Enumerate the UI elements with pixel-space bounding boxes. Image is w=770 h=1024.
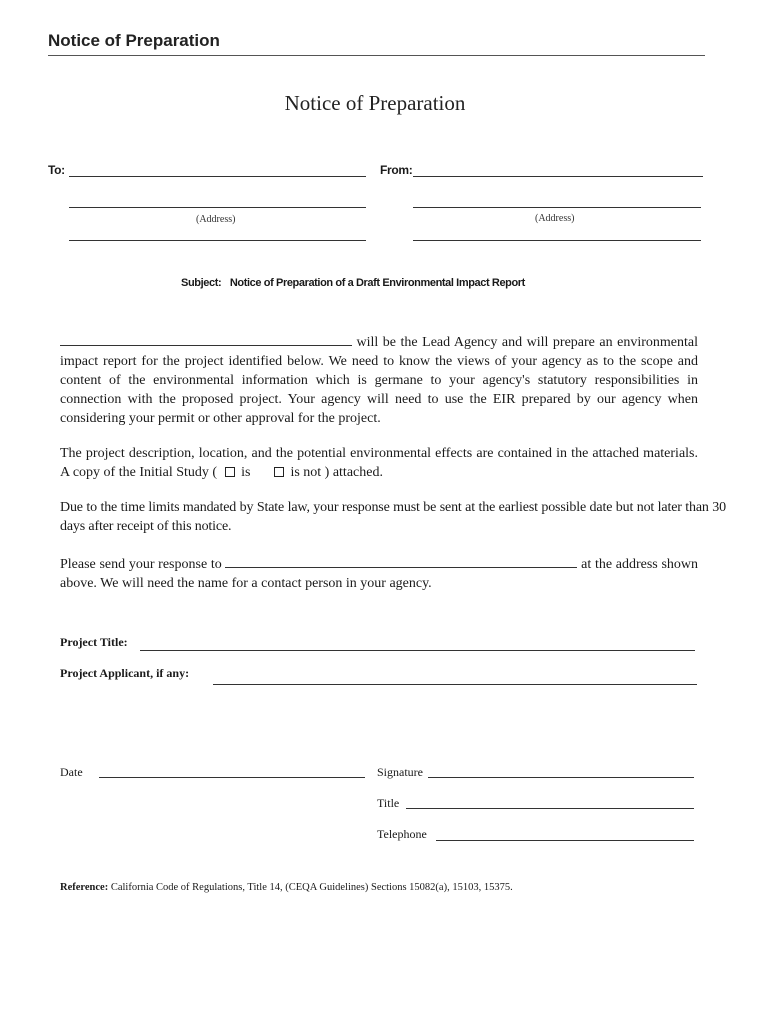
project-applicant-field[interactable] bbox=[213, 684, 697, 685]
is-not-label: is not ) attached. bbox=[290, 465, 383, 480]
reference-label: Reference: bbox=[60, 882, 109, 893]
from-label: From: bbox=[380, 163, 413, 177]
lead-agency-blank[interactable] bbox=[60, 332, 352, 346]
document-title: Notice of Preparation bbox=[284, 91, 466, 115]
to-address-caption: (Address) bbox=[196, 214, 236, 225]
initial-study-is-checkbox[interactable] bbox=[225, 467, 235, 477]
para4-text-a: Please send your response to bbox=[60, 557, 222, 572]
para1-body-text: impact report for the project identified below. We need to know the views of your agency as to the scope and content of the environmental information which is germane to your agency's statutory responsibilities in connection with the proposed project. Your agency will need to use the EIR prepared by our agency when considering your permit or other approval for the project. bbox=[60, 354, 698, 426]
para2-text: The project description, location, and the potential environmental effects are contained in the attached materials. A copy of the Initial Study ( bbox=[60, 446, 698, 480]
subject-label: Subject: bbox=[181, 277, 222, 289]
paragraph-time-limits bbox=[60, 498, 726, 536]
telephone-field[interactable] bbox=[436, 840, 694, 841]
para1-lead-text: will be the Lead Agency and will prepare an environmental bbox=[356, 335, 698, 350]
initial-study-is-not-checkbox[interactable] bbox=[274, 467, 284, 477]
project-applicant-label: Project Applicant, if any: bbox=[60, 666, 190, 680]
from-field[interactable] bbox=[413, 176, 703, 177]
header-divider bbox=[48, 55, 705, 56]
to-address-line-2[interactable] bbox=[69, 240, 366, 241]
telephone-label: Telephone bbox=[377, 827, 427, 841]
project-title-field[interactable] bbox=[140, 650, 695, 651]
project-title-label: Project Title: bbox=[60, 635, 128, 649]
signature-field[interactable] bbox=[428, 777, 694, 778]
page-header-title: Notice of Preparation bbox=[48, 31, 220, 50]
is-label: is bbox=[241, 465, 251, 480]
date-label: Date bbox=[60, 765, 83, 779]
send-response-to-blank[interactable] bbox=[225, 554, 577, 568]
paragraph-project-description bbox=[60, 444, 698, 482]
reference-note bbox=[60, 882, 513, 893]
paragraph-lead-agency bbox=[60, 332, 698, 428]
from-address-line-2[interactable] bbox=[413, 240, 701, 241]
subject-text: Notice of Preparation of a Draft Environmental Impact Report bbox=[229, 277, 525, 289]
paragraph-send-response bbox=[60, 554, 698, 593]
para3-text: Due to the time limits mandated by State law, your response must be sent at the earliest possible date but not later than 30 days after receipt of this notice. bbox=[60, 500, 726, 534]
date-field[interactable] bbox=[99, 777, 365, 778]
para4-text-b: at the address bbox=[581, 557, 658, 572]
to-address-line-1[interactable] bbox=[69, 207, 366, 208]
to-field[interactable] bbox=[69, 176, 366, 177]
title-label: Title bbox=[377, 796, 400, 810]
from-address-caption: (Address) bbox=[535, 213, 575, 224]
reference-text: California Code of Regulations, Title 14, (CEQA Guidelines) Sections 15082(a), 15103, 15375. bbox=[110, 882, 513, 893]
para4-text-c: shown above. We will need the name for a contact person in your agency. bbox=[60, 557, 699, 591]
from-address-line-1[interactable] bbox=[413, 207, 701, 208]
title-field[interactable] bbox=[406, 808, 694, 809]
signature-label: Signature bbox=[377, 765, 423, 779]
to-label: To: bbox=[48, 163, 65, 177]
subject-line bbox=[0, 277, 706, 289]
